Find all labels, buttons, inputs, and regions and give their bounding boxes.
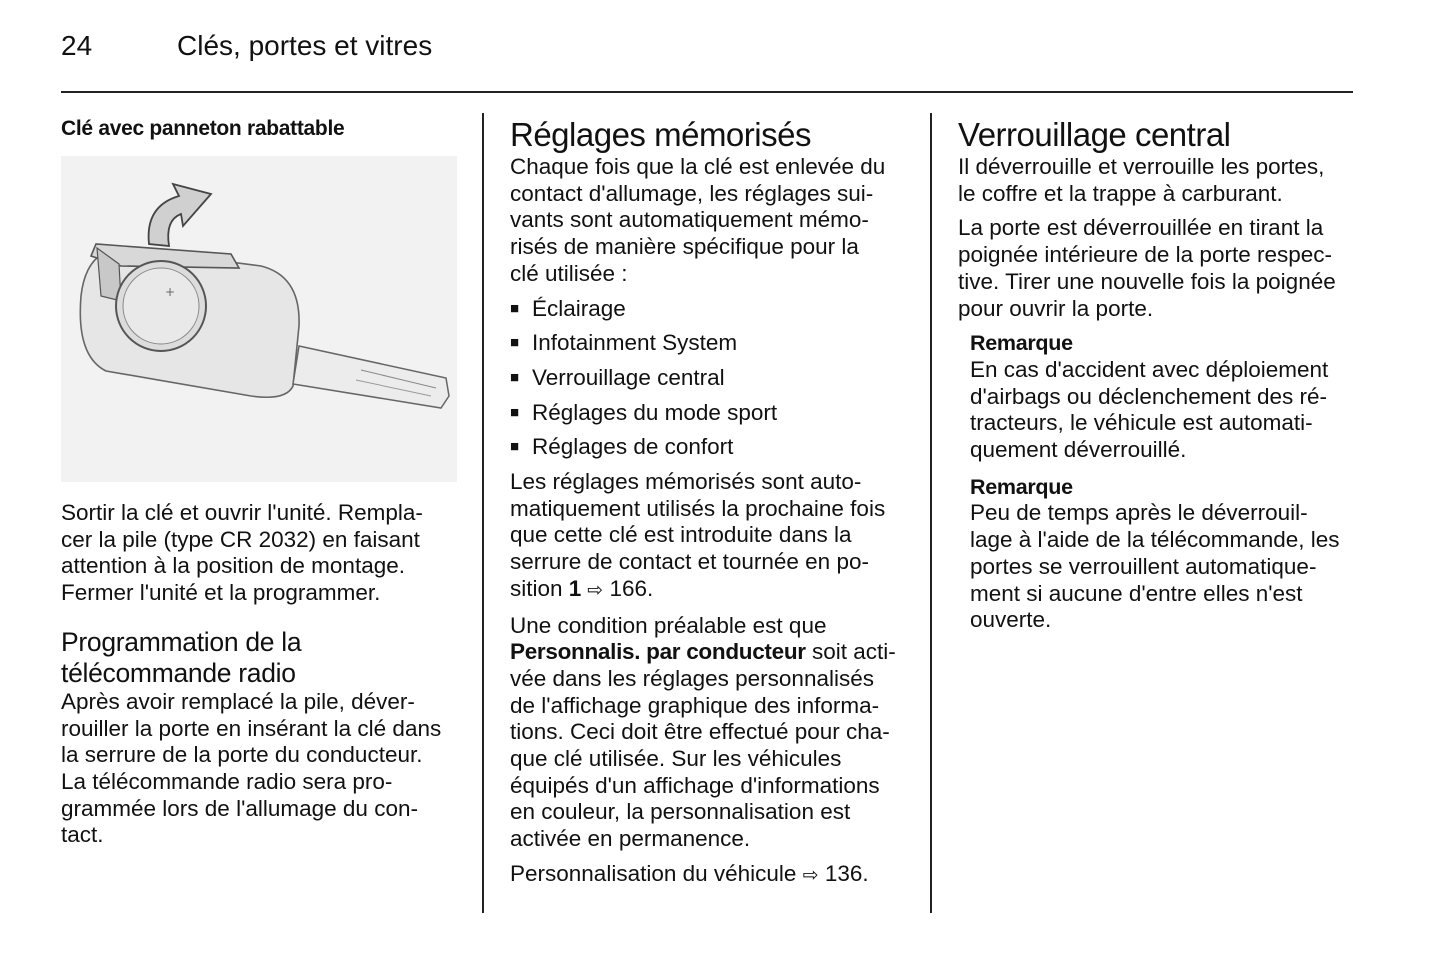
page-ref-link[interactable]: 166.: [609, 575, 654, 601]
central-locking-title: Verrouillage central: [958, 116, 1231, 153]
precondition-paragraph: Une condition préalable est que Personnalis. par conducteur soit acti- vée dans les réglages personnalisés de l'affichage graphique des informa- tions. Ceci doit être effectué pour cha- que clé utilisée. Sur les véhicules équipés d'un affichage d'informations en couleur, la personnalisation est activée en permanence.: [510, 612, 896, 852]
list-item: ■ Réglages du mode sport: [510, 399, 778, 425]
list-item: ■ Infotainment System: [510, 330, 738, 356]
list-item: ■ Réglages de confort: [510, 434, 734, 460]
list-item: ■ Verrouillage central: [510, 364, 725, 390]
memorized-settings-title: Réglages mémorisés: [510, 116, 811, 153]
programming-heading: Programmation de la télécommande radio: [61, 626, 302, 688]
programming-paragraph: Après avoir remplacé la pile, déver- rouiller la porte en insérant la clé dans la serrure de la porte du conducteur. La télécommande radio sera pro- grammée lors de l'allumage du con- tact.: [61, 688, 442, 848]
page-header: [61, 30, 432, 66]
page-ref-link[interactable]: 136.: [824, 860, 869, 886]
memorized-list: [510, 296, 910, 462]
memorized-intro: Chaque fois que la clé est enlevée du contact d'allumage, les réglages sui- vants sont automatiquement mémo- risés de manière spécifique pour la clé utilisée :: [510, 154, 886, 286]
column-3: [958, 110, 1358, 644]
memorized-usage-paragraph: Les réglages mémorisés sont auto- matiquement utilisés la prochaine fois que cette clé est introduite dans la serrure de contact et tournée en po- sition 1 ⇨ 166.: [510, 469, 886, 601]
key-battery-illustration: [61, 156, 457, 482]
column-1: [61, 110, 461, 857]
key-illustration: [61, 156, 457, 482]
note-auto-relock: Remarque Peu de temps après le déverrouil- lage à l'aide de la télécommande, les portes se verrouillent automatique- ment si aucune d'entre elles n'est ouverte.: [970, 474, 1358, 634]
header-rule: [61, 91, 1353, 93]
chapter-title: Clés, portes et vitres: [177, 30, 433, 61]
list-item: ■ Éclairage: [510, 295, 626, 321]
page-number: 24: [61, 30, 93, 61]
column-2: [510, 110, 910, 898]
page-ref-icon: ⇨: [802, 864, 819, 886]
page-ref-icon: ⇨: [587, 579, 604, 601]
note-title: Remarque: [970, 474, 1073, 499]
svg-text:+: +: [165, 285, 176, 299]
key-subheading: Clé avec panneton rabattable: [61, 117, 345, 140]
personalisation-paragraph: Personnalisation du véhicule ⇨ 136.: [510, 860, 869, 886]
note-title: Remarque: [970, 331, 1073, 356]
column-divider: [930, 113, 932, 913]
note-accident: Remarque En cas d'accident avec déploiement d'airbags ou déclenchement des ré- tracteurs, le véhicule est automati- quement déverrouillé.: [970, 330, 1358, 464]
column-divider: [482, 113, 484, 913]
battery-paragraph: Sortir la clé et ouvrir l'unité. Rempla- cer la pile (type CR 2032) en faisant attention à la position de montage. Fermer l'unité et la programmer.: [61, 500, 423, 606]
central-locking-intro: Il déverrouille et verrouille les portes, le coffre et la trappe à carburant.: [958, 154, 1325, 206]
door-unlock-paragraph: La porte est déverrouillée en tirant la poignée intérieure de la porte respec- tive. Tirer une nouvelle fois la poignée pour ouvrir la porte.: [958, 215, 1336, 321]
